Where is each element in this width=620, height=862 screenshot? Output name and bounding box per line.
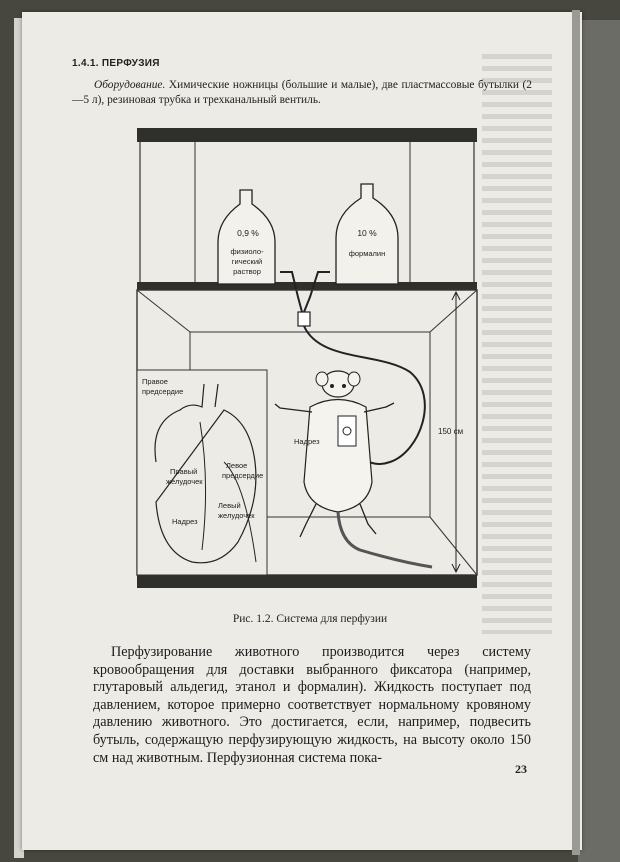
- bottle-left-label-3: раствор: [233, 267, 261, 276]
- heart-left-atrium-2: предсердие: [222, 471, 264, 480]
- page-right-edge: [572, 10, 580, 855]
- cabinet-top-shelf: [137, 128, 477, 142]
- rat-illustration: [275, 371, 432, 567]
- heart-left-ventricle-2: желудочек: [218, 511, 255, 520]
- section-number: 1.4.1.: [72, 58, 99, 69]
- rat-incision-label: Надрез: [294, 437, 320, 446]
- body-paragraph: Перфузирование животного производится через систему кровообращения для доставки выбранного фиксатора (например, глутаровый альдегид, этанол и формалин). Жидкость поступает под давлением, которое примерно соответствует нормальному кровяному давлению животного. Это достигается, если, например, подвесить бутыль, содержащую перфузирующую жидкость, на высоту около 150 см над животным. Перфузионная система пока-: [93, 644, 531, 766]
- bottle-shelf: [137, 282, 477, 290]
- heart-right-ventricle-1: Правый: [170, 467, 198, 476]
- facing-page-edge: [578, 20, 620, 862]
- page-number: 23: [515, 762, 527, 776]
- equipment-text: Химические ножницы (большие и малые), две пластмассовые бутылки (2—5 л), резиновая трубка и трехканальный вентиль.: [72, 79, 532, 106]
- bottle-right-label: формалин: [348, 249, 386, 258]
- heart-right-atrium-2: предсердие: [142, 387, 184, 396]
- bottle-right-percent: 10 %: [357, 228, 377, 238]
- tube-left: [280, 272, 302, 312]
- equipment-paragraph: [72, 78, 532, 108]
- equipment-label: Оборудование.: [94, 79, 166, 91]
- section-title: ПЕРФУЗИЯ: [101, 58, 160, 69]
- heart-left-atrium-1: Левое: [226, 461, 248, 470]
- bleed-through-text: [482, 54, 552, 634]
- bottle-left-label-1: физиоло-: [230, 247, 264, 256]
- tube-right: [304, 272, 330, 312]
- heart-left-ventricle-1: Левый: [218, 501, 241, 510]
- heart-incision-label: Надрез: [172, 517, 198, 526]
- heart-right-ventricle-2: желудочек: [166, 477, 203, 486]
- height-label: 150 см: [438, 427, 464, 436]
- bottle-left-label-2: гический: [231, 257, 263, 266]
- figure-caption: Рис. 1.2. Система для перфузии: [232, 613, 388, 625]
- bottle-left-percent: 0,9 %: [237, 228, 259, 238]
- chamber-floor: [137, 575, 477, 588]
- heart-right-atrium-1: Правое: [142, 377, 168, 386]
- perfusion-figure: [120, 122, 490, 592]
- section-heading: [72, 58, 160, 69]
- three-way-valve: [298, 312, 310, 326]
